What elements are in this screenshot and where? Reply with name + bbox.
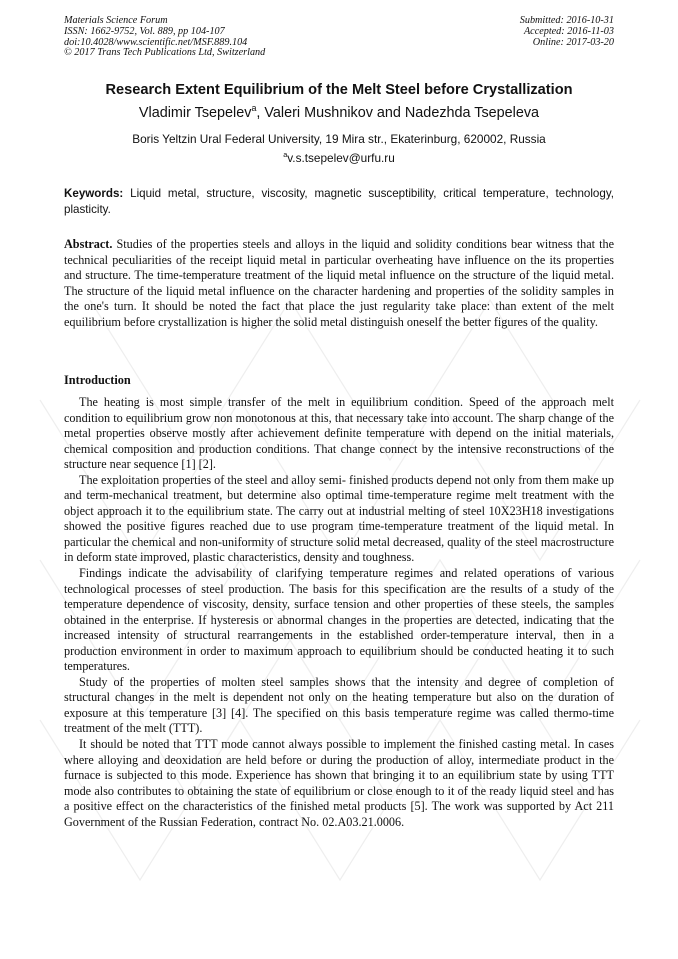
author-first: Vladimir Tsepelev bbox=[138, 105, 252, 121]
author-rest: , Valeri Mushnikov and Nadezhda Tsepeleva bbox=[256, 105, 540, 121]
journal-doi: doi:10.4028/www.scientific.net/MSF.889.104 bbox=[64, 36, 248, 48]
journal-issn: ISSN: 1662-9752, Vol. 889, pp 104-107 bbox=[64, 25, 225, 37]
affiliation: Boris Yeltzin Ural Federal University, 19 Mira str., Ekaterinburg, 620002, Russia bbox=[132, 132, 546, 146]
keywords-block bbox=[64, 186, 614, 217]
abstract-label: Abstract. bbox=[64, 237, 113, 251]
keywords-label: Keywords: bbox=[64, 187, 124, 200]
date-submitted: Submitted: 2016-10-31 bbox=[519, 15, 614, 26]
journal-copyright: © 2017 Trans Tech Publications Ltd, Switzerland bbox=[64, 47, 266, 59]
journal-name: Materials Science Forum bbox=[64, 15, 168, 26]
email-address[interactable]: v.s.tsepelev@urfu.ru bbox=[287, 151, 395, 165]
introduction-body bbox=[64, 395, 614, 830]
paragraph: The heating is most simple transfer of the melt in equilibrium condition. Speed of the approach melt condition to equilibrium grow non monotonous at this, that necessary take into account. The sharp change of the metal properties observe mostly after achievement definite temperature with depend on the initial materials, chemical composition and production conditions. That change connect by the intensive reconstructions of the structure near sequence [1] [2]. bbox=[64, 395, 614, 472]
keywords-text: Liquid metal, structure, viscosity, magnetic susceptibility, critical temperature, technology, plasticity. bbox=[64, 187, 614, 216]
paragraph: It should be noted that TTT mode cannot always possible to implement the finished casting metal. In cases where alloying and deoxidation are held before or during the production of alloy, intermediate product in the furnace is subjected to this mode. Experience has shown that bringing it to an equilibrium state by using TTT mode also contributes to obtaining the state of equilibrium or close enough to it of the ready liquid steel and has a positive effect on the characteristics of the finished metal products [5]. The work was supported by Act 211 Government of the Russian Federation, contract No. 02.A03.21.0006. bbox=[64, 737, 614, 829]
paragraph: The exploitation properties of the steel and alloy semi- finished products depend not only from them make up and term-mechanical treatment, but determine also optimal time-temperature regime melt treatment with the object approach it to the equilibrium state. The carry out at industrial melting of steel 10X23H18 investigations showed the positive figures reached due to use program time-temperature treatment of the liquid metal. In particular the chemical and non-uniformity of structure solid metal decreased, quality of the steel macrostructure in deform state improved, plastic characteristics, density and toughness. bbox=[64, 472, 614, 565]
section-heading-introduction: Introduction bbox=[64, 373, 131, 387]
author-affil-mark: a bbox=[251, 103, 257, 114]
author-list bbox=[40, 105, 638, 121]
abstract-text: Studies of the properties steels and alloys in the liquid and solidity conditions bear witness that the technical peculiarities of the receipt liquid metal in particular overheating have influence on the its properties and structure. The time-temperature treatment of the liquid metal influence on the structure of the liquid metal. The structure of the liquid metal influence on the character hardening and properties of the solidity samples in the one's turn. It should be noted the fact that place the just regularity take place: than extent of the melt equilibrium before crystallization is higher the solid metal distinguish oneself the better figures of the quality. bbox=[64, 237, 615, 329]
paragraph: Study of the properties of molten steel samples shows that the intensity and degree of completion of structural changes in the melt is dependent not only on the heating temperature but also on the duration of exposure at this temperature [3] [4]. The specified on this basis temperature regime was called thermo-time treatment of the melt (TTT). bbox=[64, 674, 614, 736]
date-accepted: Accepted: 2016-11-03 bbox=[523, 25, 614, 37]
journal-info bbox=[64, 16, 265, 59]
abstract-block bbox=[64, 237, 614, 330]
email-mark: a bbox=[283, 150, 288, 160]
submission-dates bbox=[520, 16, 614, 48]
date-online: Online: 2017-03-20 bbox=[532, 36, 614, 48]
paper-title: Research Extent Equilibrium of the Melt Steel before Crystallization bbox=[105, 82, 573, 98]
contact-email bbox=[40, 151, 638, 165]
paragraph: Findings indicate the advisability of clarifying temperature regimes and related operations of various technological processes of steel production. The basis for this specification are the results of a study of the temperature dependence of viscosity, density, surface tension and other properties of these steels, the samples obtained in the enterprise. If hysteresis or abnormal changes in the properties are detected, indicating that the increased intensity of structural rearrangements in the established order-temperature interval, then in a production environment in order to maximum approach to equilibrium should be conducted heating it to such temperatures. bbox=[64, 566, 614, 674]
